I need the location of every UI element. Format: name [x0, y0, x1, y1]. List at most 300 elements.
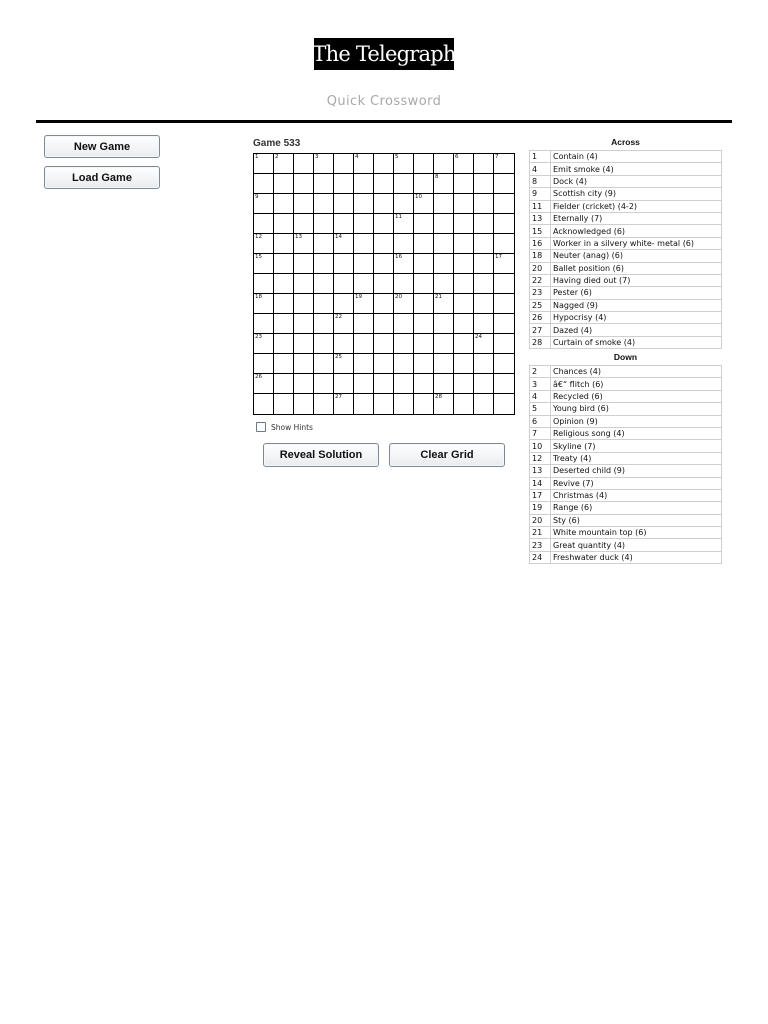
clue-number: 7	[495, 154, 499, 160]
clue-row-number: 17	[530, 489, 551, 501]
grid-cell[interactable]	[254, 154, 274, 174]
clue-row[interactable]	[530, 312, 722, 324]
grid-cell[interactable]	[254, 334, 274, 354]
grid-cell[interactable]	[454, 174, 474, 194]
grid-cell[interactable]	[454, 314, 474, 334]
clue-row-number: 6	[530, 415, 551, 427]
grid-cell[interactable]	[434, 394, 454, 414]
grid-cell[interactable]	[294, 294, 314, 314]
clue-row-text: White mountain top (6)	[551, 527, 722, 539]
clue-number: 27	[335, 394, 342, 400]
grid-cell[interactable]	[294, 394, 314, 414]
grid-cell[interactable]	[374, 214, 394, 234]
grid-cell[interactable]	[374, 394, 394, 414]
grid-cell[interactable]	[454, 294, 474, 314]
grid-cell[interactable]	[354, 354, 374, 374]
clue-number: 11	[395, 214, 402, 220]
grid-cell[interactable]	[474, 394, 494, 414]
clue-row[interactable]	[530, 262, 722, 274]
grid-cell[interactable]	[434, 334, 454, 354]
grid-cell[interactable]	[394, 294, 414, 314]
grid-cell[interactable]	[294, 314, 314, 334]
grid-cell[interactable]	[474, 194, 494, 214]
grid-cell[interactable]	[474, 214, 494, 234]
grid-cell[interactable]	[294, 194, 314, 214]
grid-cell[interactable]	[474, 374, 494, 394]
grid-cell[interactable]	[294, 234, 314, 254]
grid-cell[interactable]	[254, 214, 274, 234]
grid-cell[interactable]	[254, 394, 274, 414]
grid-cell[interactable]	[334, 194, 354, 214]
clue-row-number: 24	[530, 551, 551, 563]
grid-cell[interactable]	[434, 274, 454, 294]
grid-cell[interactable]	[334, 354, 354, 374]
grid-cell[interactable]	[494, 394, 514, 414]
grid-cell[interactable]	[494, 154, 514, 174]
clue-number: 19	[355, 294, 362, 300]
grid-cell[interactable]	[274, 214, 294, 234]
grid-cell[interactable]	[454, 334, 474, 354]
clue-row-number: 13	[530, 212, 551, 224]
grid-cell[interactable]	[294, 274, 314, 294]
clue-row-number: 13	[530, 465, 551, 477]
clue-row-text: Eternally (7)	[551, 212, 722, 224]
clue-row-number: 8	[530, 175, 551, 187]
clue-row-text: Chances (4)	[551, 366, 722, 378]
clue-row-number: 26	[530, 312, 551, 324]
clue-row-text: Curtain of smoke (4)	[551, 336, 722, 348]
clue-row[interactable]	[530, 175, 722, 187]
clue-number: 22	[335, 314, 342, 320]
grid-cell[interactable]	[314, 234, 334, 254]
clue-number: 5	[395, 154, 399, 160]
grid-cell[interactable]	[454, 194, 474, 214]
grid-cell[interactable]	[414, 354, 434, 374]
grid-cell[interactable]	[494, 254, 514, 274]
clue-row-number: 18	[530, 250, 551, 262]
grid-cell[interactable]	[354, 174, 374, 194]
grid-cell[interactable]	[314, 394, 334, 414]
clue-row[interactable]	[530, 514, 722, 526]
grid-cell[interactable]	[374, 374, 394, 394]
grid-cell[interactable]	[394, 334, 414, 354]
grid-cell[interactable]	[254, 174, 274, 194]
grid-cell[interactable]	[494, 354, 514, 374]
grid-cell[interactable]	[334, 294, 354, 314]
clue-number: 12	[255, 234, 262, 240]
clue-number: 28	[435, 394, 442, 400]
clue-row-text: Emit smoke (4)	[551, 163, 722, 175]
grid-cell[interactable]	[414, 314, 434, 334]
grid-cell[interactable]	[354, 394, 374, 414]
clue-row[interactable]	[530, 403, 722, 415]
clue-number: 3	[315, 154, 319, 160]
grid-cell[interactable]	[414, 214, 434, 234]
grid-cell[interactable]	[414, 174, 434, 194]
clue-row-number: 1	[530, 151, 551, 163]
clue-row-text: Great quantity (4)	[551, 539, 722, 551]
grid-cell[interactable]	[274, 374, 294, 394]
grid-cell[interactable]	[354, 214, 374, 234]
clue-number: 1	[255, 154, 259, 160]
grid-cell[interactable]	[394, 354, 414, 374]
grid-cell[interactable]	[274, 294, 294, 314]
clue-row-number: 28	[530, 336, 551, 348]
clue-row-number: 22	[530, 274, 551, 286]
clue-number: 26	[255, 374, 262, 380]
grid-cell[interactable]	[254, 354, 274, 374]
grid-cell[interactable]	[494, 274, 514, 294]
grid-cell[interactable]	[434, 314, 454, 334]
grid-cell[interactable]	[394, 194, 414, 214]
clue-number: 16	[395, 254, 402, 260]
grid-cell[interactable]	[494, 174, 514, 194]
grid-cell[interactable]	[334, 254, 354, 274]
clue-row-number: 15	[530, 225, 551, 237]
grid-cell[interactable]	[474, 174, 494, 194]
grid-cell[interactable]	[394, 394, 414, 414]
grid-cell[interactable]	[374, 194, 394, 214]
grid-cell[interactable]	[434, 174, 454, 194]
clue-row-text: Pester (6)	[551, 287, 722, 299]
grid-cell[interactable]	[274, 334, 294, 354]
clue-row-number: 11	[530, 200, 551, 212]
clue-row[interactable]	[530, 366, 722, 378]
grid-cell[interactable]	[454, 394, 474, 414]
grid-cell[interactable]	[414, 394, 434, 414]
grid-cell[interactable]	[254, 254, 274, 274]
grid-cell[interactable]	[414, 374, 434, 394]
grid-cell[interactable]	[374, 294, 394, 314]
clue-row-number: 25	[530, 299, 551, 311]
down-clue-list	[529, 365, 722, 564]
clue-row-number: 20	[530, 262, 551, 274]
grid-cell[interactable]	[334, 314, 354, 334]
clue-row-number: 14	[530, 477, 551, 489]
grid-cell[interactable]	[474, 294, 494, 314]
grid-cell[interactable]	[374, 314, 394, 334]
grid-cell[interactable]	[454, 254, 474, 274]
grid-cell[interactable]	[314, 374, 334, 394]
clue-row-text: Young bird (6)	[551, 403, 722, 415]
across-heading: Across	[611, 137, 640, 147]
clue-row-text: Worker in a silvery white- metal (6)	[551, 237, 722, 249]
show-hints-label: Show Hints	[271, 422, 313, 432]
header-divider	[36, 120, 732, 123]
grid-cell[interactable]	[314, 174, 334, 194]
grid-cell[interactable]	[494, 234, 514, 254]
grid-cell[interactable]	[374, 154, 394, 174]
clue-row-text: Hypocrisy (4)	[551, 312, 722, 324]
clue-row-text: Deserted child (9)	[551, 465, 722, 477]
clue-row[interactable]	[530, 465, 722, 477]
clue-row[interactable]	[530, 502, 722, 514]
grid-cell[interactable]	[314, 194, 334, 214]
grid-cell[interactable]	[394, 214, 414, 234]
clue-row[interactable]	[530, 378, 722, 390]
clue-number: 4	[355, 154, 359, 160]
grid-cell[interactable]	[334, 234, 354, 254]
grid-cell[interactable]	[474, 314, 494, 334]
grid-cell[interactable]	[254, 234, 274, 254]
clue-row-text: Dazed (4)	[551, 324, 722, 336]
grid-cell[interactable]	[354, 274, 374, 294]
clue-row[interactable]	[530, 452, 722, 464]
clue-row[interactable]	[530, 188, 722, 200]
grid-cell[interactable]	[354, 374, 374, 394]
grid-cell[interactable]	[394, 314, 414, 334]
grid-cell[interactable]	[414, 234, 434, 254]
grid-cell[interactable]	[334, 154, 354, 174]
grid-cell[interactable]	[274, 234, 294, 254]
grid-cell[interactable]	[294, 354, 314, 374]
clue-number: 2	[275, 154, 279, 160]
grid-cell[interactable]	[414, 194, 434, 214]
clue-row-text: Dock (4)	[551, 175, 722, 187]
grid-cell[interactable]	[434, 234, 454, 254]
grid-cell[interactable]	[474, 334, 494, 354]
clue-row-number: 2	[530, 366, 551, 378]
grid-cell[interactable]	[314, 274, 334, 294]
grid-cell[interactable]	[394, 254, 414, 274]
grid-cell[interactable]	[294, 174, 314, 194]
grid-cell[interactable]	[454, 154, 474, 174]
clue-row[interactable]	[530, 151, 722, 163]
clue-row-number: 23	[530, 539, 551, 551]
grid-cell[interactable]	[454, 274, 474, 294]
clue-row-number: 19	[530, 502, 551, 514]
clue-row-text: Sty (6)	[551, 514, 722, 526]
crossword-grid	[253, 153, 515, 415]
grid-cell[interactable]	[394, 374, 414, 394]
grid-cell[interactable]	[354, 154, 374, 174]
grid-cell[interactable]	[334, 394, 354, 414]
grid-cell[interactable]	[454, 354, 474, 374]
clue-row[interactable]	[530, 324, 722, 336]
grid-cell[interactable]	[334, 274, 354, 294]
grid-cell[interactable]	[454, 234, 474, 254]
clue-row-text: Skyline (7)	[551, 440, 722, 452]
clue-row-number: 21	[530, 527, 551, 539]
grid-cell[interactable]	[434, 254, 454, 274]
grid-cell[interactable]	[274, 154, 294, 174]
grid-cell[interactable]	[274, 174, 294, 194]
clue-number: 25	[335, 354, 342, 360]
clue-row-text: Fielder (cricket) (4-2)	[551, 200, 722, 212]
clue-row-text: Neuter (anag) (6)	[551, 250, 722, 262]
clue-row-text: Having died out (7)	[551, 274, 722, 286]
grid-cell[interactable]	[274, 254, 294, 274]
clue-row[interactable]	[530, 427, 722, 439]
clue-row[interactable]	[530, 336, 722, 348]
clue-number: 23	[255, 334, 262, 340]
grid-cell[interactable]	[414, 254, 434, 274]
grid-cell[interactable]	[334, 174, 354, 194]
load-game-button[interactable]: Load Game	[44, 166, 160, 189]
grid-cell[interactable]	[494, 374, 514, 394]
grid-cell[interactable]	[294, 254, 314, 274]
grid-cell[interactable]	[474, 354, 494, 374]
clue-number: 13	[295, 234, 302, 240]
new-game-button[interactable]: New Game	[44, 135, 160, 158]
clue-row-number: 4	[530, 390, 551, 402]
clue-row-number: 3	[530, 378, 551, 390]
clue-number: 6	[455, 154, 459, 160]
clue-row-text: Recycled (6)	[551, 390, 722, 402]
grid-cell[interactable]	[434, 214, 454, 234]
grid-cell[interactable]	[334, 214, 354, 234]
grid-cell[interactable]	[294, 154, 314, 174]
grid-cell[interactable]	[394, 174, 414, 194]
grid-cell[interactable]	[394, 234, 414, 254]
clue-row[interactable]	[530, 212, 722, 224]
clue-row[interactable]	[530, 163, 722, 175]
grid-cell[interactable]	[354, 314, 374, 334]
grid-cell[interactable]	[314, 294, 334, 314]
clue-row[interactable]	[530, 274, 722, 286]
clue-row-text: Scottish city (9)	[551, 188, 722, 200]
grid-cell[interactable]	[314, 314, 334, 334]
grid-cell[interactable]	[494, 194, 514, 214]
clue-row-text: Range (6)	[551, 502, 722, 514]
grid-cell[interactable]	[414, 274, 434, 294]
page-subtitle: Quick Crossword	[326, 94, 442, 109]
clue-row-number: 12	[530, 452, 551, 464]
clue-number: 10	[415, 194, 422, 200]
clue-row-text: Revive (7)	[551, 477, 722, 489]
grid-cell[interactable]	[334, 334, 354, 354]
grid-cell[interactable]	[254, 194, 274, 214]
grid-cell[interactable]	[274, 354, 294, 374]
clue-number: 20	[395, 294, 402, 300]
clue-row[interactable]	[530, 200, 722, 212]
grid-cell[interactable]	[434, 354, 454, 374]
grid-cell[interactable]	[274, 314, 294, 334]
clue-row[interactable]	[530, 390, 722, 402]
grid-cell[interactable]	[294, 374, 314, 394]
grid-cell[interactable]	[494, 314, 514, 334]
grid-cell[interactable]	[274, 274, 294, 294]
grid-cell[interactable]	[474, 234, 494, 254]
grid-cell[interactable]	[254, 314, 274, 334]
clue-number: 14	[335, 234, 342, 240]
clue-row-text: Treaty (4)	[551, 452, 722, 464]
telegraph-logo: The Telegraph	[314, 38, 454, 70]
clue-row[interactable]	[530, 225, 722, 237]
clue-row[interactable]	[530, 551, 722, 563]
grid-cell[interactable]	[294, 334, 314, 354]
grid-cell[interactable]	[414, 154, 434, 174]
grid-cell[interactable]	[334, 374, 354, 394]
grid-cell[interactable]	[314, 154, 334, 174]
grid-cell[interactable]	[494, 214, 514, 234]
grid-cell[interactable]	[474, 154, 494, 174]
grid-cell[interactable]	[454, 374, 474, 394]
grid-cell[interactable]	[414, 334, 434, 354]
clue-row-number: 7	[530, 427, 551, 439]
grid-cell[interactable]	[254, 374, 274, 394]
grid-cell[interactable]	[414, 294, 434, 314]
clue-number: 15	[255, 254, 262, 260]
grid-cell[interactable]	[354, 234, 374, 254]
grid-cell[interactable]	[314, 354, 334, 374]
grid-cell[interactable]	[314, 254, 334, 274]
clue-row-number: 16	[530, 237, 551, 249]
clue-row[interactable]	[530, 299, 722, 311]
clue-row-number: 9	[530, 188, 551, 200]
clue-row[interactable]	[530, 539, 722, 551]
grid-cell[interactable]	[494, 294, 514, 314]
grid-cell[interactable]	[274, 394, 294, 414]
clue-row[interactable]	[530, 440, 722, 452]
grid-cell[interactable]	[354, 294, 374, 314]
clue-row[interactable]	[530, 250, 722, 262]
grid-cell[interactable]	[374, 254, 394, 274]
grid-cell[interactable]	[254, 294, 274, 314]
clue-row-text: Acknowledged (6)	[551, 225, 722, 237]
clue-number: 17	[495, 254, 502, 260]
grid-cell[interactable]	[494, 334, 514, 354]
clue-row[interactable]	[530, 477, 722, 489]
grid-cell[interactable]	[374, 274, 394, 294]
grid-cell[interactable]	[434, 294, 454, 314]
grid-cell[interactable]	[374, 334, 394, 354]
show-hints-toggle[interactable]	[256, 422, 313, 432]
grid-cell[interactable]	[394, 154, 414, 174]
clue-row-text: Christmas (4)	[551, 489, 722, 501]
clue-row-number: 10	[530, 440, 551, 452]
clue-row-number: 27	[530, 324, 551, 336]
grid-cell[interactable]	[374, 174, 394, 194]
show-hints-checkbox[interactable]	[256, 422, 266, 432]
grid-cell[interactable]	[274, 194, 294, 214]
clue-row-text: Contain (4)	[551, 151, 722, 163]
grid-cell[interactable]	[374, 234, 394, 254]
grid-cell[interactable]	[314, 334, 334, 354]
clue-row-text: Ballet position (6)	[551, 262, 722, 274]
grid-cell[interactable]	[434, 154, 454, 174]
grid-cell[interactable]	[314, 214, 334, 234]
clue-row[interactable]	[530, 287, 722, 299]
clue-row-text: Freshwater duck (4)	[551, 551, 722, 563]
grid-cell[interactable]	[254, 274, 274, 294]
grid-cell[interactable]	[354, 194, 374, 214]
clue-number: 8	[435, 174, 439, 180]
clue-row[interactable]	[530, 415, 722, 427]
clue-number: 21	[435, 294, 442, 300]
clue-row-text: Nagged (9)	[551, 299, 722, 311]
clue-number: 9	[255, 194, 259, 200]
clue-row-text: â€“ flitch (6)	[551, 378, 722, 390]
reveal-solution-button[interactable]: Reveal Solution	[263, 443, 379, 467]
grid-cell[interactable]	[474, 254, 494, 274]
clear-grid-button[interactable]: Clear Grid	[389, 443, 505, 467]
grid-cell[interactable]	[354, 254, 374, 274]
grid-cell[interactable]	[354, 334, 374, 354]
grid-cell[interactable]	[394, 274, 414, 294]
grid-cell[interactable]	[434, 374, 454, 394]
grid-cell[interactable]	[454, 214, 474, 234]
grid-cell[interactable]	[294, 214, 314, 234]
clue-number: 18	[255, 294, 262, 300]
grid-cell[interactable]	[434, 194, 454, 214]
clue-row[interactable]	[530, 237, 722, 249]
clue-row[interactable]	[530, 527, 722, 539]
down-heading: Down	[613, 352, 638, 362]
grid-cell[interactable]	[374, 354, 394, 374]
grid-cell[interactable]	[474, 274, 494, 294]
clue-row[interactable]	[530, 489, 722, 501]
